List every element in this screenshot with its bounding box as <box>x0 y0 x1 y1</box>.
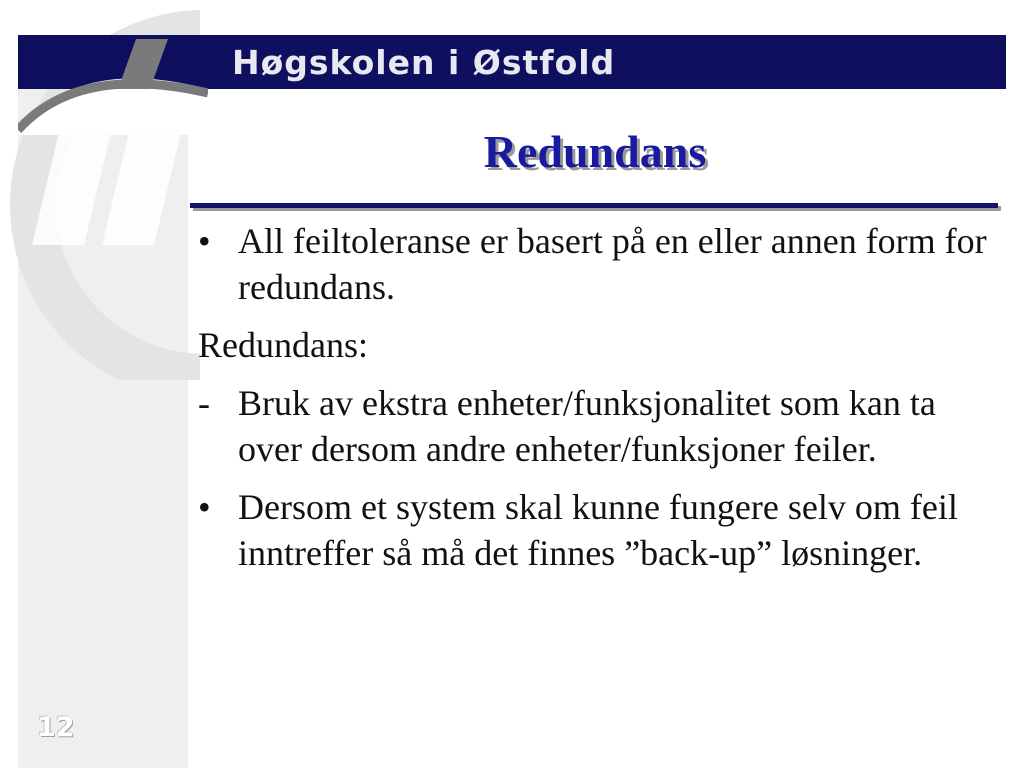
title-rule <box>190 203 998 208</box>
slide-body <box>198 218 988 588</box>
dash-text: Bruk av ekstra enheter/funksjonalitet som kan ta over dersom andre enheter/funksjoner feiler. <box>238 383 936 469</box>
bullet-text: All feiltoleranse er basert på en eller annen form for redundans. <box>238 221 987 307</box>
subheading: Redundans: <box>198 325 368 365</box>
institution-name: Høgskolen i Østfold <box>232 43 616 82</box>
slide-title: Redundans <box>483 126 707 177</box>
page-number: 12 <box>37 712 75 743</box>
logo-arc <box>18 35 208 135</box>
bullet-marker: • <box>198 221 211 261</box>
bullet-marker: • <box>198 487 211 527</box>
dash-marker: - <box>198 383 210 423</box>
bullet-item <box>198 218 988 310</box>
bullet-text: Dersom et system skal kunne fungere selv om feil inntreffer så må det finnes ”back-up” løsninger. <box>238 487 958 573</box>
bullet-item <box>198 484 988 576</box>
dash-item <box>198 380 988 472</box>
